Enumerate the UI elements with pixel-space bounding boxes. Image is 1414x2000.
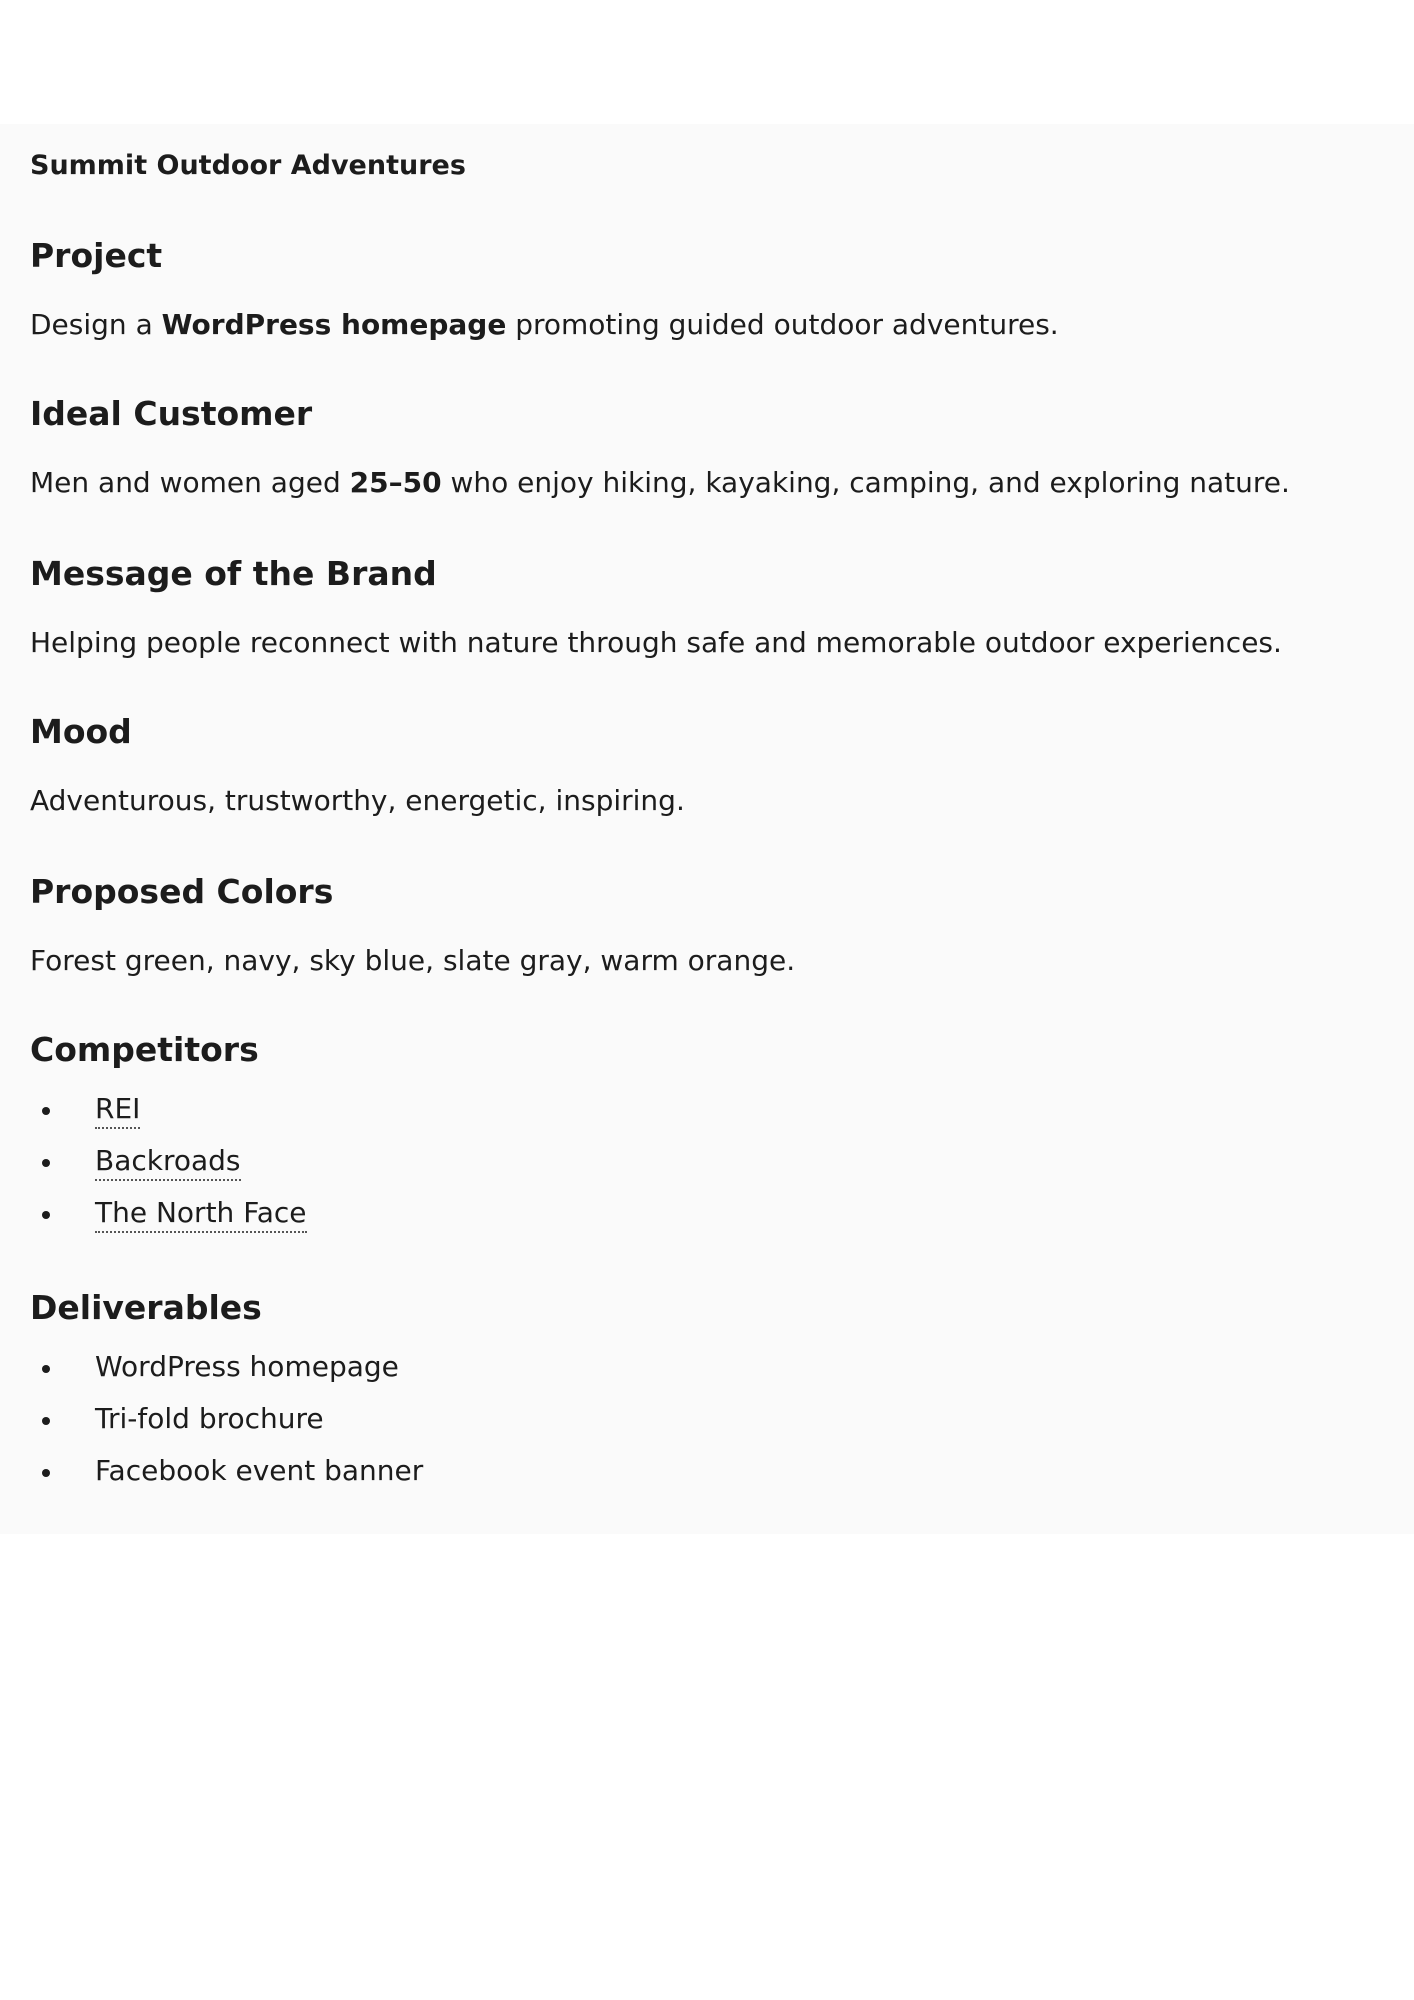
ideal-customer-text-after: who enjoy hiking, kayaking, camping, and exploring nature. — [441, 466, 1290, 499]
deliverables-heading: Deliverables — [30, 1288, 262, 1327]
ideal-customer-text — [30, 466, 1290, 499]
competitor-link-the-north-face[interactable]: The North Face — [95, 1196, 307, 1233]
project-heading: Project — [30, 236, 163, 275]
ideal-customer-heading: Ideal Customer — [30, 394, 313, 433]
mood-text: Adventurous, trustworthy, energetic, inspiring. — [30, 784, 685, 817]
project-text-after: promoting guided outdoor adventures. — [506, 308, 1059, 341]
bullet-icon — [42, 1211, 50, 1219]
project-text-before: Design a — [30, 308, 162, 341]
bullet-icon — [42, 1365, 50, 1373]
bullet-icon — [42, 1107, 50, 1115]
deliverable-item: Tri-fold brochure — [95, 1402, 324, 1435]
competitor-link-rei[interactable]: REI — [95, 1092, 140, 1129]
proposed-colors-text: Forest green, navy, sky blue, slate gray, warm orange. — [30, 944, 796, 977]
brand-message-heading: Message of the Brand — [30, 554, 437, 593]
mood-heading: Mood — [30, 712, 132, 751]
competitor-link-backroads[interactable]: Backroads — [95, 1144, 241, 1181]
bullet-icon — [42, 1469, 50, 1477]
document-panel — [0, 124, 1414, 1534]
project-text-bold: WordPress homepage — [161, 308, 507, 341]
deliverable-item: Facebook event banner — [95, 1454, 424, 1487]
brand-message-text: Helping people reconnect with nature through safe and memorable outdoor experiences. — [30, 626, 1282, 659]
bullet-icon — [42, 1159, 50, 1167]
project-text — [30, 308, 1059, 341]
bullet-icon — [42, 1417, 50, 1425]
proposed-colors-heading: Proposed Colors — [30, 872, 334, 911]
ideal-customer-text-before: Men and women aged — [30, 466, 350, 499]
document-title: Summit Outdoor Adventures — [30, 150, 466, 181]
deliverable-item: WordPress homepage — [95, 1350, 399, 1383]
ideal-customer-text-bold: 25–50 — [349, 466, 442, 499]
competitors-heading: Competitors — [30, 1030, 259, 1069]
